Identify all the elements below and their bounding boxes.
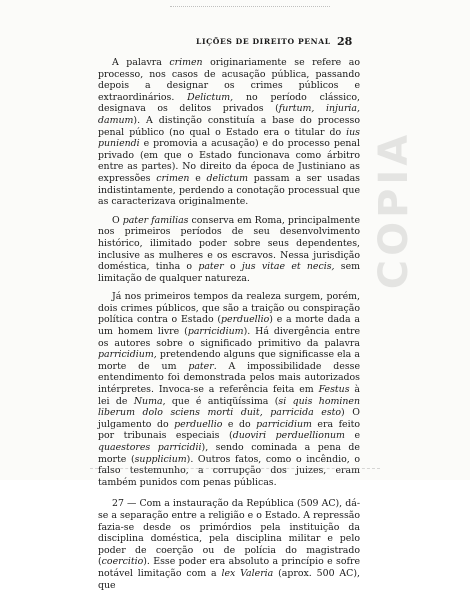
page-number: 28 <box>337 35 353 48</box>
text-run: no período clássico, designava os delitos privados ( <box>98 91 360 115</box>
text-run: era feito por tribunais especiais ( <box>98 418 361 442</box>
italic-term: coercitio <box>101 556 144 568</box>
page-header <box>0 37 470 51</box>
body-text <box>98 57 360 598</box>
italic-term: Festus <box>318 384 350 396</box>
text-run: e do <box>222 418 257 430</box>
text-run: ). A distinção constituía a base do processo penal público (no qual o Estado era o titular do <box>98 114 360 138</box>
italic-term: pater familias <box>122 214 189 226</box>
italic-term: pater <box>188 360 214 372</box>
text-run: e promovia a acusação) e do processo penal privado (em que o Estado funcionava como árbitro entre as partes). No direito da época de Justiniano as expressões <box>98 138 360 184</box>
watermark-text: COPIA <box>371 130 417 290</box>
text-run: e <box>189 172 207 184</box>
text-run: conserva em Roma, principalmente nos primeiros períodos de seu desenvolvimento histórico, ilimitado poder sobre seus dependentes, inclusive as mulheres e os escravos. Nessa jurisdição doméstica, tinha o <box>98 214 360 273</box>
text-run: sem limitação de qualquer natureza. <box>98 261 361 284</box>
italic-term: lex Valeria <box>221 567 274 579</box>
text-run: A palavra <box>112 57 170 68</box>
scan-artifact-top <box>170 6 330 13</box>
italic-term: Delictum, <box>187 91 234 103</box>
italic-term: supplicium <box>134 453 187 465</box>
italic-term: crimen <box>169 57 203 68</box>
italic-term: furtum, injuria, damum <box>98 103 360 126</box>
italic-term: crimen <box>156 172 190 184</box>
italic-term: delictum <box>206 172 249 184</box>
text-run: O <box>112 214 123 226</box>
text-run: . A impossibilidade desse entendimento foi demonstrada pelos mais autorizados intérpretes. Invoca-se a referência feita em <box>98 360 360 396</box>
running-title: LIÇÕES DE DIREITO PENAL <box>196 37 331 46</box>
text-run: (aprox. 500 AC), que <box>98 567 360 591</box>
italic-term: perduellio <box>221 314 270 326</box>
text-run: ). Esse poder era absoluto a princípio e sofre notável limitação com a <box>98 556 360 579</box>
text-run: Já nos primeiros tempos da realeza surgem, porém, dois crimes públicos, que são a traição ou conspiração política contra o Estado ( <box>98 291 360 326</box>
scan-artifact-bottom <box>90 468 380 473</box>
text-run: 27 — Com a instauração da República (509 AC), dá-se a separação entre a religião e o Estado. A repressão fazia-se desde os primórdios pela instituição da disciplina doméstica, pela disciplina militar e pelo poder de coerção ou de polícia do magistrado ( <box>98 498 360 568</box>
text-run: e <box>344 430 360 442</box>
text-run: passam a ser usadas indistintamente, perdendo a conotação processual que as caracterizava originalmente. <box>98 172 360 208</box>
italic-term: jus vitae et necis, <box>241 261 335 273</box>
text-run: , que é antiqüíssima ( <box>162 395 279 407</box>
text-run: o <box>223 261 242 273</box>
paragraph <box>98 57 360 208</box>
italic-term: parricidium <box>256 418 312 430</box>
italic-term: pater <box>198 261 224 273</box>
text-run: originariamente se refere ao processo, nos casos de acusação pública, passando depois a designar os crimes públicos e extraordinários. <box>98 57 360 103</box>
text-run: ) e a morte dada a um homem livre ( <box>98 314 360 338</box>
text-run: ), sendo cominada a pena de morte ( <box>98 442 360 465</box>
paragraph <box>98 291 360 488</box>
text-run: pretendendo alguns que significasse ela a morte de um <box>98 349 360 372</box>
paragraph <box>98 215 360 285</box>
italic-term: quaestores parricidii <box>98 442 202 453</box>
paragraph <box>98 498 360 591</box>
italic-term: Numa <box>133 395 163 407</box>
italic-term: perduellio <box>174 418 223 430</box>
text-run: ) O julgamento do <box>98 407 360 430</box>
italic-term: parricidium <box>187 326 244 338</box>
text-run: ). Há divergência entre os autores sobre o significado primitivo da palavra <box>98 326 361 349</box>
italic-term: duoviri perduellionum <box>232 430 345 442</box>
text-run: à lei de <box>98 384 360 407</box>
text-run: ). Outros fatos, como o incêndio, o falso testemunho, a corrupção dos juizes, eram também punidos com penas públicas. <box>98 453 361 488</box>
italic-term: si quis hominen liberum dolo sciens morti duit, parricida esto <box>98 395 360 419</box>
italic-term: parricidium, <box>98 349 157 361</box>
italic-term: ius puniendi <box>98 126 360 150</box>
